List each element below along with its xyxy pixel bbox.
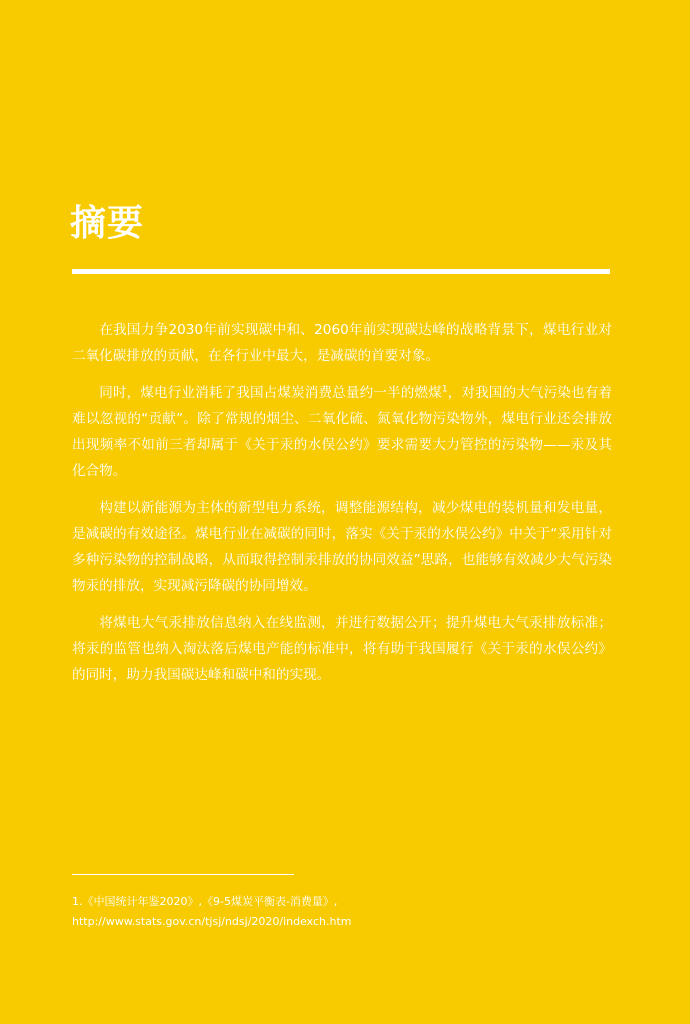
footnote-url: http://www.stats.gov.cn/tjsj/ndsj/2020/indexch.htm (72, 915, 352, 928)
paragraph-4: 将煤电大气汞排放信息纳入在线监测，并进行数据公开；提升煤电大气汞排放标准；将汞的监管也纳入淘汰落后煤电产能的标准中，将有助于我国履行《关于汞的水俣公约》的同时，助力我国碳达峰和碳中和的实现。 (72, 615, 612, 683)
paragraph-2 (72, 380, 612, 484)
footnote (72, 892, 632, 932)
footnote-citation: 1.《中国统计年鉴2020》,《9-5煤炭平衡表-消费量》, (72, 895, 338, 908)
page-title: 摘要 (70, 203, 145, 244)
footnote-divider (72, 874, 294, 875)
footnote-reference: 1 (441, 384, 448, 395)
paragraph-2-text-before: 同时，煤电行业消耗了我国占煤炭消费总量约一半的燃煤 (99, 385, 442, 401)
paragraph-1: 在我国力争2030年前实现碳中和、2060年前实现碳达峰的战略背景下，煤电行业对二氧化碳排放的贡献，在各行业中最大，是减碳的首要对象。 (72, 322, 612, 364)
abstract-body (72, 317, 612, 699)
paragraph-2-text-after: ，对我国的大气污染也有着难以忽视的“贡献”。除了常规的烟尘、二氧化硫、氮氧化物污染物外，煤电行业还会排放出现频率不如前三者却属于《关于汞的水俣公约》要求需要大力管控的污染物——汞及其化合物。 (72, 385, 613, 479)
title-divider (72, 269, 610, 274)
paragraph-3: 构建以新能源为主体的新型电力系统，调整能源结构，减少煤电的装机量和发电量，是减碳的有效途径。煤电行业在减碳的同时，落实《关于汞的水俣公约》中关于“采用针对多种污染物的控制战略，从而取得控制汞排放的协同效益”思路，也能够有效减少大气污染物汞的排放，实现减污降碳的协同增效。 (72, 500, 612, 594)
